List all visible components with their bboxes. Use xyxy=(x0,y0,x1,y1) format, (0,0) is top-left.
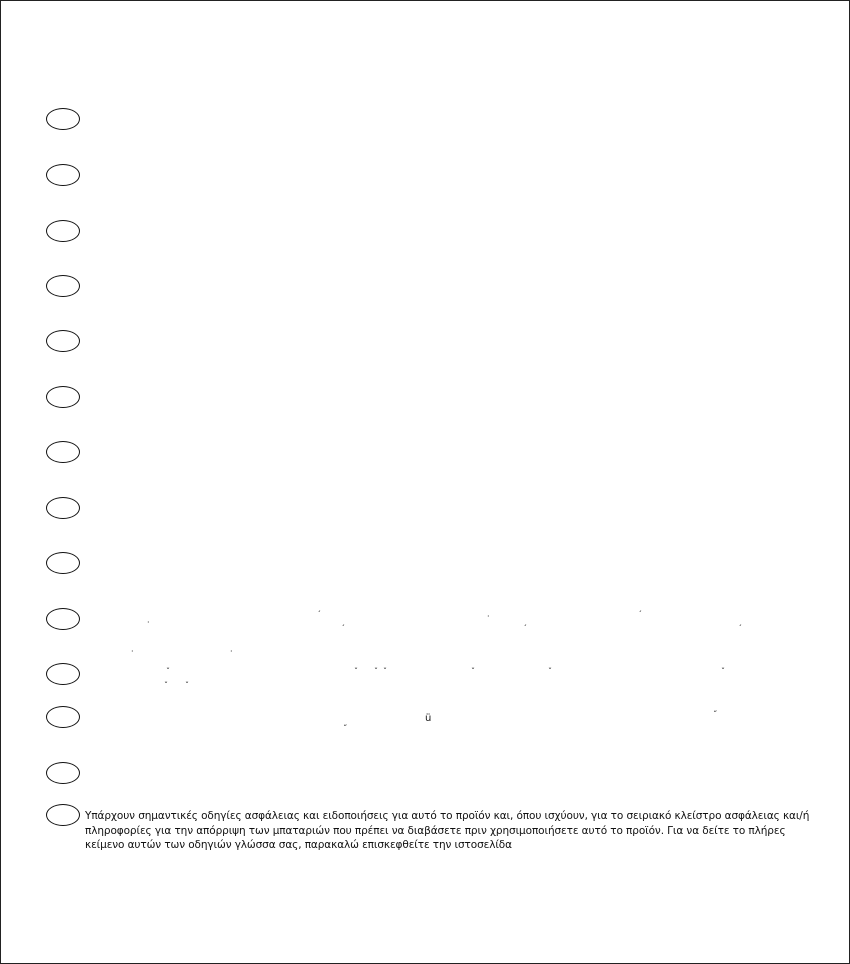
stray-mark: · xyxy=(230,647,233,656)
stray-mark: ˇ xyxy=(164,681,168,690)
stray-mark: ˇ xyxy=(471,667,475,676)
language-bubble-13 xyxy=(46,762,80,784)
stray-mark: · xyxy=(487,612,490,621)
language-bubble-5 xyxy=(46,330,80,352)
language-bubble-14 xyxy=(46,804,80,826)
stray-mark: ´ xyxy=(738,624,742,633)
stray-mark: ˇ xyxy=(185,681,189,690)
stray-mark: · xyxy=(147,618,150,627)
language-bubble-12 xyxy=(46,706,80,728)
stray-mark: ´ xyxy=(317,610,321,619)
language-bubble-6 xyxy=(46,386,80,408)
notice-line: Υπάρχουν σημαντικές οδηγίες ασφάλειας και ειδοποιήσεις για αυτό το προϊόν και, όπου ισχύουν, για το σειριακό κλείστρο ασφάλειας και/ή xyxy=(85,810,810,822)
stray-mark: ˇ xyxy=(548,667,552,676)
language-bubble-4 xyxy=(46,275,80,297)
language-bubble-2 xyxy=(46,164,80,186)
stray-mark: ˇ xyxy=(166,667,170,676)
stray-mark: ˇ xyxy=(721,667,725,676)
notice-line: κείμενο αυτών των οδηγιών γλώσσα σας, παρακαλώ επισκεφθείτε την ιστοσελίδα xyxy=(85,839,512,851)
stray-mark: ´ xyxy=(341,624,345,633)
stray-mark: ˝ xyxy=(343,724,347,733)
stray-mark: ü xyxy=(425,713,432,724)
stray-mark: ˝ xyxy=(713,710,717,719)
language-bubble-11 xyxy=(46,663,80,685)
notice-line: πληροφορίες για την απόρριψη των μπαταριών που πρέπει να διαβάσετε πριν χρησιμοποιήσετε αυτό το προϊόν. Για να δείτε το πλήρες xyxy=(85,824,786,837)
greek-safety-notice xyxy=(85,809,825,853)
language-bubble-7 xyxy=(46,441,80,463)
language-bubble-10 xyxy=(46,608,80,630)
language-bubble-3 xyxy=(46,220,80,242)
stray-mark: ´ xyxy=(523,624,527,633)
stray-mark: ´ xyxy=(638,610,642,619)
stray-mark: · xyxy=(131,647,134,656)
language-bubble-1 xyxy=(46,108,80,130)
language-bubble-9 xyxy=(46,552,80,574)
stray-mark: ˇ xyxy=(383,667,387,676)
language-bubble-8 xyxy=(46,497,80,519)
stray-mark: ˇ xyxy=(354,667,358,676)
stray-mark: ˇ xyxy=(374,667,378,676)
